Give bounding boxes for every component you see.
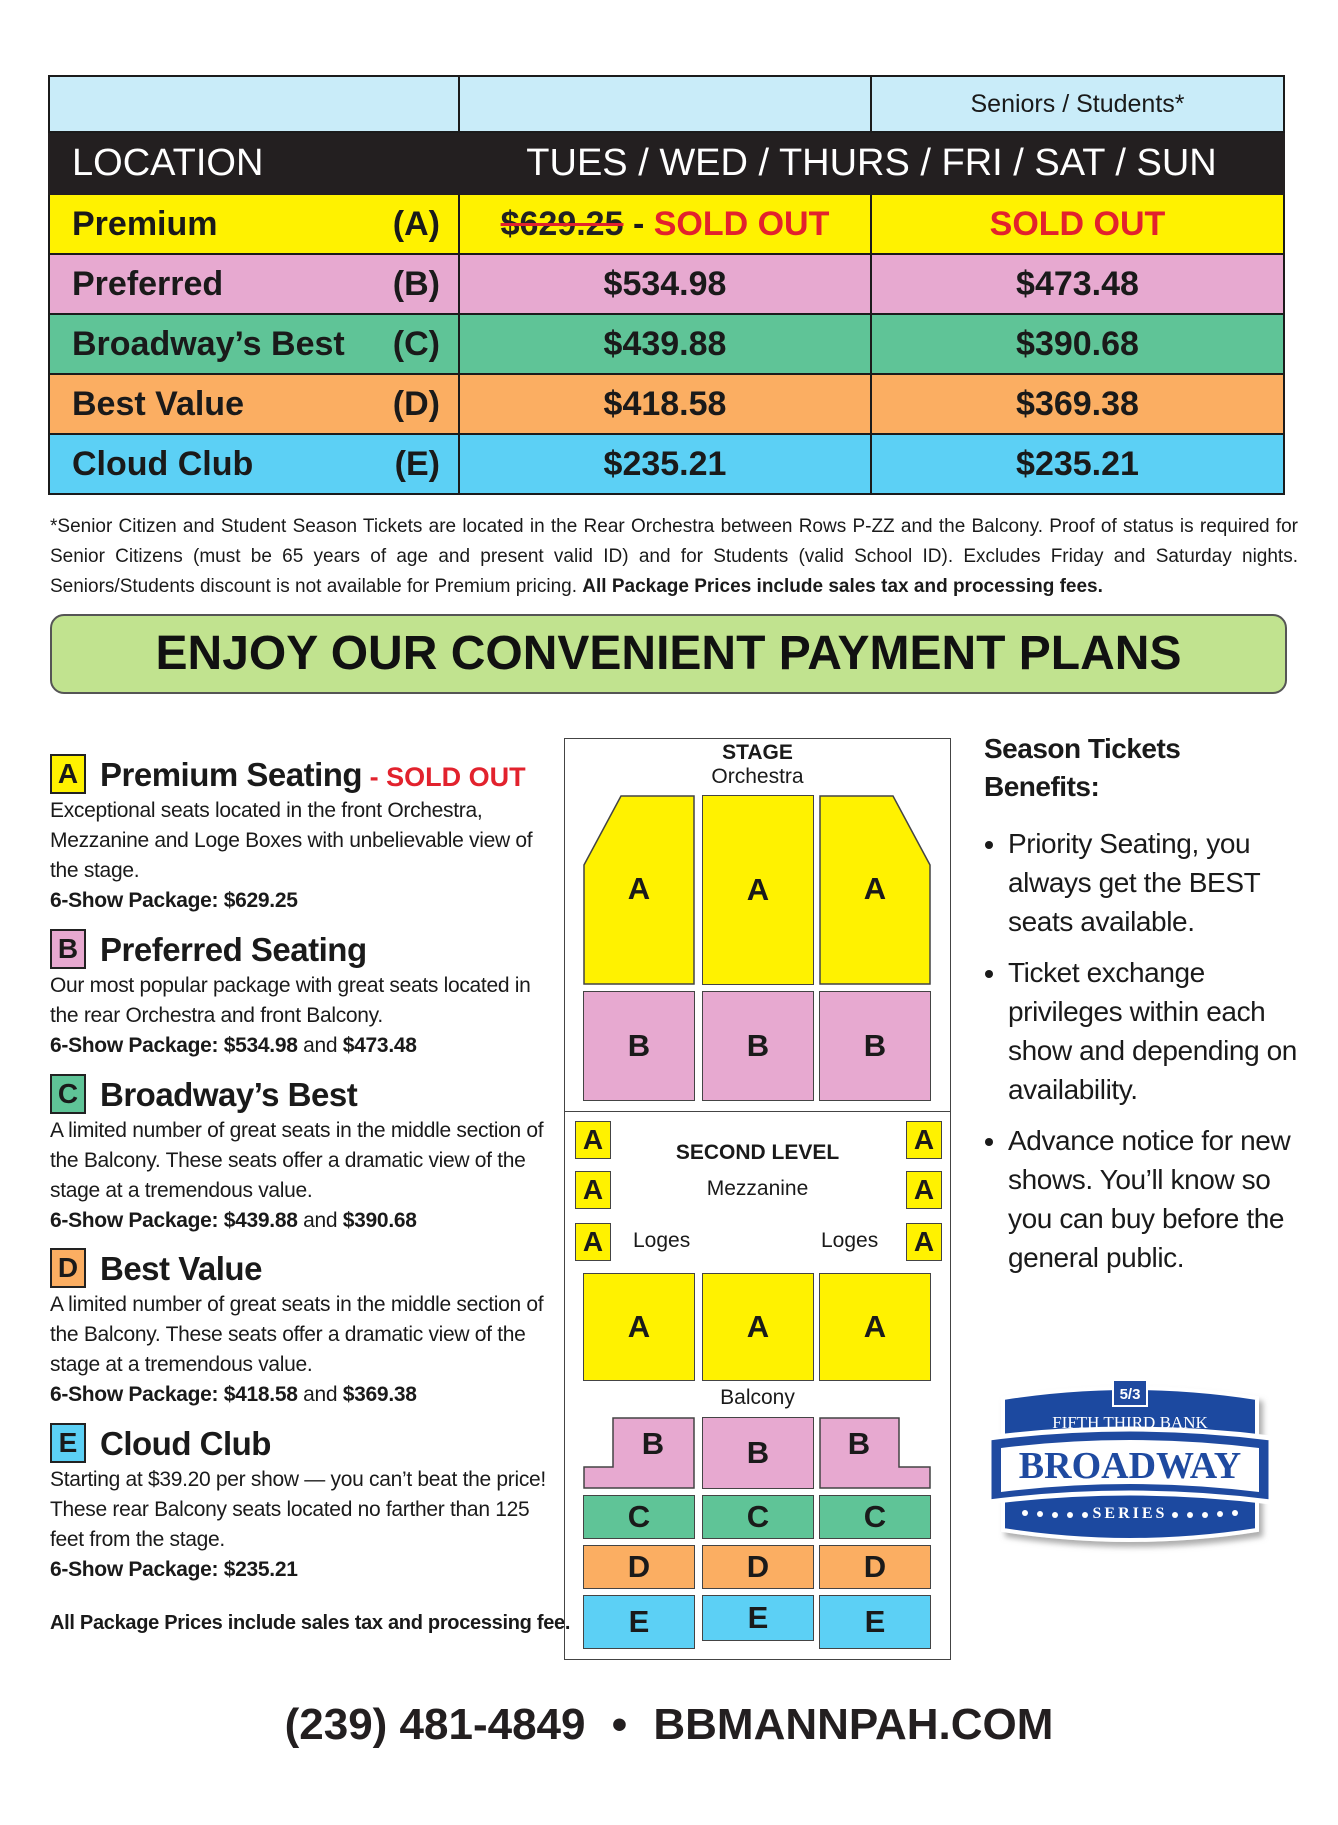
website-link[interactable]: BBMANNPAH.COM (653, 1700, 1054, 1749)
seat-section-b[interactable]: B (847, 1426, 871, 1461)
seat-section-e[interactable]: E (702, 1595, 814, 1641)
seat-section-d[interactable]: D (819, 1545, 931, 1589)
seat-section-d[interactable]: D (583, 1545, 695, 1589)
senior-price-cell: $473.48 (871, 254, 1284, 314)
seat-section-c[interactable]: C (819, 1495, 931, 1539)
payment-plans-banner: ENJOY OUR CONVENIENT PAYMENT PLANS (50, 614, 1287, 694)
seat-section-a[interactable]: A (819, 1273, 931, 1381)
package-description: Starting at $39.20 per show — you can’t beat the price! These rear Balcony seats located no farther than 125 feet from the stage. (50, 1468, 546, 1551)
struck-price: $629.25 (500, 204, 624, 243)
table-row (49, 194, 1284, 254)
senior-price-cell: $390.68 (871, 314, 1284, 374)
package-description: Our most popular package with great seats located in the rear Orchestra and front Balcony. (50, 974, 531, 1027)
stage-label: STAGE (722, 741, 793, 764)
seat-section-b[interactable]: B (819, 991, 931, 1101)
benefits-list (984, 824, 1304, 1277)
location-header: LOCATION (49, 132, 459, 194)
location-name: Broadway’s Best (72, 324, 345, 363)
senior-price-cell: $369.38 (871, 374, 1284, 434)
location-letter: (B) (392, 264, 440, 303)
seat-section-a[interactable]: A (702, 795, 814, 985)
benefit-item: • Priority Seating, you always get the BEST seats available. (1008, 824, 1304, 941)
package-price-and: and (297, 1383, 343, 1406)
broadway-series-logo-icon (985, 1380, 1275, 1560)
phone-number[interactable]: (239) 481-4849 (284, 1700, 586, 1749)
package-price: 6-Show Package: $534.98 (50, 1034, 298, 1057)
seat-section-a[interactable]: A (702, 1273, 814, 1381)
package-badge: A (50, 754, 86, 794)
regular-price-cell: $439.88 (459, 314, 871, 374)
package-price-and: and (297, 1034, 343, 1057)
package-description: Exceptional seats located in the front Orchestra, Mezzanine and Loge Boxes with unbelievable view of the stage. (50, 799, 533, 882)
table-top-blank-1 (49, 76, 459, 132)
seat-section-b[interactable]: B (641, 1426, 665, 1461)
package-price: 6-Show Package: $629.25 (50, 889, 298, 912)
package-badge: C (50, 1074, 86, 1114)
seating-chart (564, 738, 951, 1660)
table-top-row (49, 76, 1284, 132)
table-row (49, 314, 1284, 374)
seat-section-a[interactable]: A (627, 871, 651, 906)
seat-section-a[interactable]: A (583, 1273, 695, 1381)
loge-box-a[interactable]: A (906, 1171, 942, 1209)
seat-section-b[interactable]: B (702, 991, 814, 1101)
location-cell (49, 434, 459, 494)
table-header-row (49, 132, 1284, 194)
seat-section-b[interactable]: B (702, 1417, 814, 1489)
benefits-title-line2: Benefits: (984, 771, 1100, 802)
regular-price-cell: $534.98 (459, 254, 871, 314)
loge-box-a[interactable]: A (906, 1121, 942, 1159)
package-title: Premium Seating (100, 756, 363, 793)
level-divider (565, 1111, 950, 1112)
loge-box-a[interactable]: A (575, 1223, 611, 1261)
location-name: Best Value (72, 384, 244, 423)
location-cell (49, 374, 459, 434)
table-row (49, 254, 1284, 314)
package-preferred (50, 929, 555, 1061)
seat-section-a[interactable]: A (863, 871, 887, 906)
package-badge: B (50, 929, 86, 969)
package-badge: D (50, 1248, 86, 1288)
seat-section-c[interactable]: C (583, 1495, 695, 1539)
price-table (48, 75, 1285, 495)
package-best-value (50, 1248, 555, 1410)
logo-series-word: SERIES (1092, 1505, 1168, 1522)
location-cell (49, 254, 459, 314)
footnote-bold: All Package Prices include sales tax and processing fees. (582, 576, 1103, 597)
location-letter: (C) (392, 324, 440, 363)
table-top-blank-2 (459, 76, 871, 132)
mezzanine-label: Mezzanine (706, 1177, 809, 1200)
location-name: Preferred (72, 264, 224, 303)
loge-box-a[interactable]: A (575, 1121, 611, 1159)
location-letter: (D) (392, 384, 440, 423)
location-letter: (E) (394, 444, 440, 483)
package-cloud-club (50, 1423, 555, 1585)
season-benefits (984, 730, 1304, 1289)
package-status-sep: - (362, 762, 387, 792)
package-badge: E (50, 1423, 86, 1463)
location-cell (49, 194, 459, 254)
price-separator: - (623, 204, 654, 243)
package-price: 6-Show Package: $235.21 (50, 1558, 298, 1581)
benefit-item: • Ticket exchange privileges within each show and depending on availability. (1008, 953, 1304, 1109)
loges-label-left: Loges (633, 1229, 691, 1252)
seat-section-e[interactable]: E (583, 1595, 695, 1649)
package-broadways-best (50, 1074, 555, 1236)
package-description: A limited number of great seats in the middle section of the Balcony. These seats offer a dramatic view of the stage at a tremendous value. (50, 1119, 544, 1202)
location-name: Premium (72, 204, 218, 243)
seniors-header: Seniors / Students* (871, 76, 1284, 132)
location-cell (49, 314, 459, 374)
contact-footer (0, 1700, 1338, 1750)
package-title: Cloud Club (100, 1425, 271, 1462)
regular-price-cell: $418.58 (459, 374, 871, 434)
package-status: SOLD OUT (386, 762, 526, 792)
seat-section-e[interactable]: E (819, 1595, 931, 1649)
footnote-text: *Senior Citizen and Student Season Tickets are located in the Rear Orchestra between Rows P-ZZ and the Balcony. Proof of status is required for Senior Citizens (must be 65 years of age and present valid ID) and for Students (valid School ID). Excludes Friday and Saturday nights. Seniors/Students discount is not available for Premium pricing. (50, 516, 1298, 597)
loge-box-a[interactable]: A (575, 1171, 611, 1209)
all-package-note: All Package Prices include sales tax and processing fee. (50, 1612, 571, 1634)
package-title: Best Value (100, 1250, 262, 1287)
location-name: Cloud Club (72, 444, 254, 483)
seat-section-d[interactable]: D (702, 1545, 814, 1589)
package-title: Broadway’s Best (100, 1076, 358, 1113)
days-header: TUES / WED / THURS / FRI / SAT / SUN (459, 132, 1284, 194)
loge-box-a[interactable]: A (906, 1223, 942, 1261)
regular-price-cell (459, 194, 871, 254)
seat-section-c[interactable]: C (702, 1495, 814, 1539)
package-price: 6-Show Package: $418.58 (50, 1383, 298, 1406)
package-price-alt: $473.48 (342, 1034, 417, 1057)
orchestra-label: Orchestra (711, 765, 804, 788)
package-price-alt: $390.68 (342, 1209, 417, 1232)
logo-broadway-word: BROADWAY (1018, 1445, 1242, 1487)
package-title: Preferred Seating (100, 931, 367, 968)
package-description: A limited number of great seats in the middle section of the Balcony. These seats offer a dramatic view of the stage at a tremendous value. (50, 1293, 544, 1376)
senior-footnote (50, 512, 1298, 602)
second-level-label: SECOND LEVEL (675, 1141, 840, 1164)
logo-bank-name: FIFTH THIRD BANK (1052, 1413, 1208, 1432)
seat-section-b[interactable]: B (583, 991, 695, 1101)
logo-badge: 5/3 (1119, 1386, 1141, 1403)
balcony-label: Balcony (720, 1386, 795, 1409)
senior-price-cell: SOLD OUT (871, 194, 1284, 254)
location-letter: (A) (392, 204, 440, 243)
loges-label-right: Loges (821, 1229, 879, 1252)
table-row (49, 434, 1284, 494)
benefits-title-line1: Season Tickets (984, 733, 1181, 764)
table-row (49, 374, 1284, 434)
package-price: 6-Show Package: $439.88 (50, 1209, 298, 1232)
package-premium (50, 754, 555, 916)
senior-price-cell: $235.21 (871, 434, 1284, 494)
benefit-item: • Advance notice for new shows. You’ll know so you can buy before the general public. (1008, 1121, 1304, 1277)
sold-out-label: SOLD OUT (653, 204, 830, 243)
package-price-alt: $369.38 (342, 1383, 417, 1406)
regular-price-cell: $235.21 (459, 434, 871, 494)
footer-separator: • (611, 1700, 628, 1749)
fifth-third-broadway-logo (985, 1380, 1275, 1560)
package-price-and: and (297, 1209, 343, 1232)
